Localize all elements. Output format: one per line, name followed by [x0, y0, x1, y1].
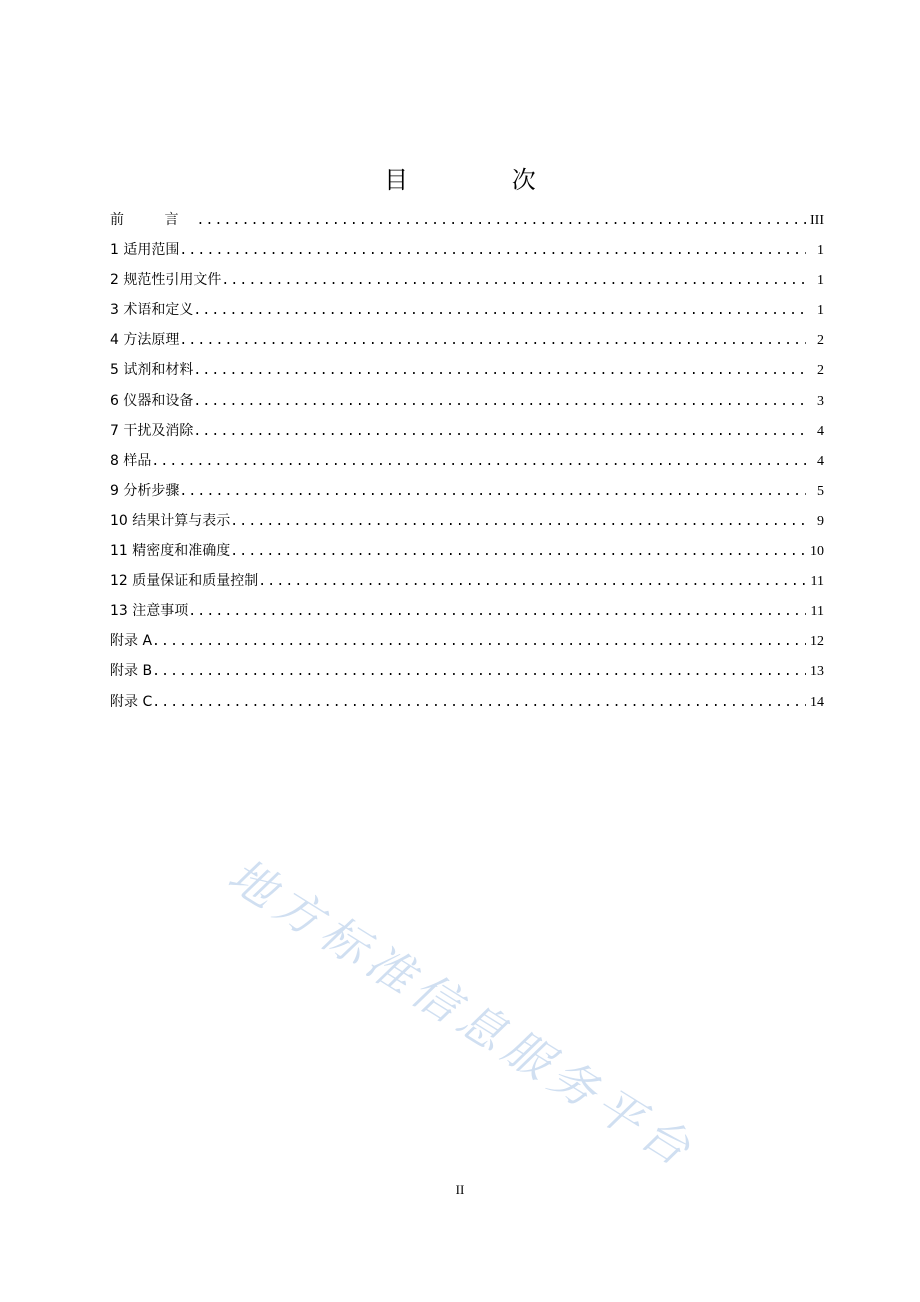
- toc-entry[interactable]: [110, 295, 824, 325]
- toc-entry[interactable]: [110, 476, 824, 506]
- toc-entry-label: 3 术语和定义: [110, 302, 194, 319]
- toc-entry-label: 1 适用范围: [110, 242, 180, 259]
- toc-dot-leader: [152, 627, 806, 657]
- toc-entry[interactable]: [110, 566, 824, 596]
- toc-entry-page-number: 9: [817, 513, 824, 529]
- toc-dot-leader: [221, 266, 806, 296]
- toc-entry-page-number: 12: [810, 634, 824, 650]
- toc-entry-label: 9 分析步骤: [110, 482, 180, 499]
- toc-entry[interactable]: [110, 235, 824, 265]
- toc-entry-page-number: III: [810, 213, 824, 228]
- toc-entry-page-number: 2: [817, 333, 824, 349]
- toc-entry-page-number: 13: [810, 664, 824, 680]
- toc-dot-leader: [230, 537, 806, 567]
- toc-entry-page-number: 3: [817, 393, 824, 409]
- toc-entry-label: 11 精密度和准确度: [110, 543, 231, 560]
- toc-dot-leader: [193, 356, 806, 386]
- toc-entry-label: 13 注意事项: [110, 603, 189, 620]
- toc-entry-label: 4 方法原理: [110, 332, 180, 349]
- toc-entry[interactable]: [110, 596, 824, 626]
- toc-entry-label: 前 言: [110, 212, 197, 228]
- toc-entry-label: 附录 B: [110, 663, 153, 680]
- toc-entry-label: 附录 A: [110, 633, 153, 650]
- toc-dot-leader: [193, 387, 806, 417]
- toc-entry[interactable]: [110, 656, 824, 686]
- toc-entry[interactable]: [110, 687, 824, 717]
- toc-entry-page-number: 5: [817, 483, 824, 499]
- toc-entry-page-number: 11: [810, 604, 824, 620]
- toc-entry-page-number: 4: [817, 423, 824, 439]
- toc-dot-leader: [179, 477, 806, 507]
- watermark: 地方标准信息服务平台: [219, 847, 706, 1180]
- toc-entry-label: 12 质量保证和质量控制: [110, 573, 259, 590]
- toc-dot-leader: [193, 296, 806, 326]
- toc-dot-leader: [188, 597, 806, 627]
- toc-entry[interactable]: [110, 506, 824, 536]
- toc-dot-leader: [152, 657, 806, 687]
- toc-entry[interactable]: [110, 626, 824, 656]
- toc-entry-page-number: 1: [817, 243, 824, 259]
- toc-entry-page-number: 1: [817, 273, 824, 289]
- toc-entry-page-number: 14: [810, 694, 824, 710]
- toc-entry-label: 附录 C: [110, 693, 153, 710]
- toc-dot-leader: [179, 326, 806, 356]
- toc-entry[interactable]: [110, 265, 824, 295]
- toc-entry[interactable]: [110, 386, 824, 416]
- toc-entry[interactable]: [110, 536, 824, 566]
- toc-entry[interactable]: [110, 416, 824, 446]
- toc-entry-page-number: 11: [810, 574, 824, 590]
- toc-entry[interactable]: [110, 355, 824, 385]
- footer-page-number: II: [455, 1182, 465, 1197]
- toc-dot-leader: [258, 567, 806, 597]
- toc-entry-label: 8 样品: [110, 452, 152, 469]
- toc-dot-leader: [151, 447, 806, 477]
- toc-dot-leader: [193, 417, 806, 447]
- toc-entry-page-number: 10: [810, 544, 824, 560]
- toc-entry-label: 6 仪器和设备: [110, 392, 194, 409]
- toc-entry-label: 10 结果计算与表示: [110, 512, 231, 529]
- toc-entry[interactable]: [110, 325, 824, 355]
- toc-entry-page-number: 2: [817, 363, 824, 379]
- toc-entry-label: 7 干扰及消除: [110, 422, 194, 439]
- toc-dot-leader: [179, 236, 806, 266]
- toc-dot-leader: [230, 507, 806, 537]
- table-of-contents: [110, 205, 824, 717]
- toc-entry-label: 5 试剂和材料: [110, 362, 194, 379]
- toc-entry[interactable]: [110, 446, 824, 476]
- toc-dot-leader: [196, 206, 806, 236]
- toc-entry-page-number: 1: [817, 303, 824, 319]
- toc-entry-label: 2 规范性引用文件: [110, 272, 222, 289]
- page-title: 目 次: [384, 166, 584, 194]
- toc-dot-leader: [152, 688, 806, 718]
- toc-entry-page-number: 4: [817, 453, 824, 469]
- toc-entry[interactable]: [110, 205, 824, 235]
